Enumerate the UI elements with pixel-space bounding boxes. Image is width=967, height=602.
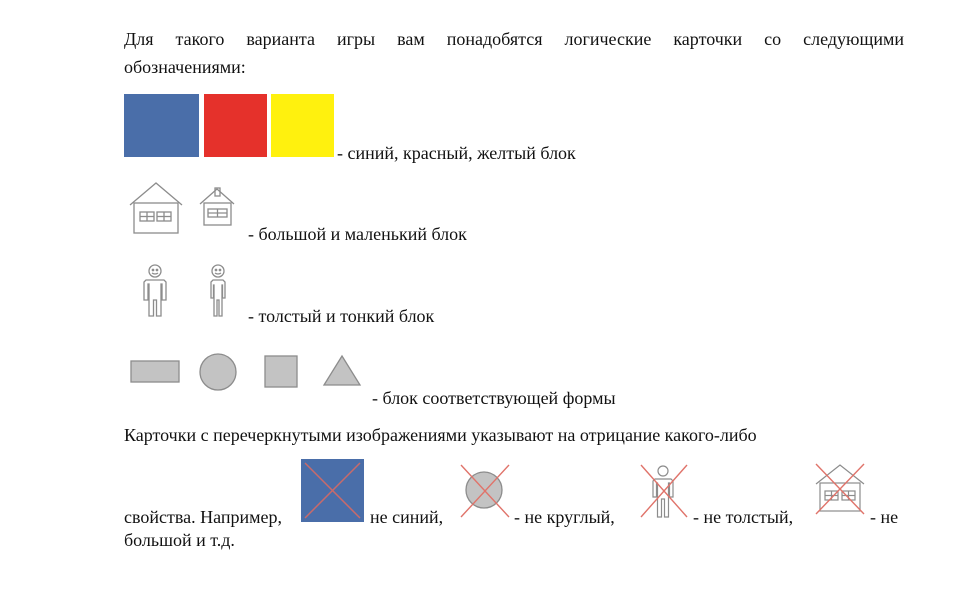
example-not-blue: не синий, [370, 507, 444, 527]
blue-swatch [124, 94, 199, 157]
size-caption: - большой и маленький блок [248, 224, 467, 244]
intro-line-1: Для такого варианта игры вам понадобятся логические карточки со следующими [124, 29, 904, 49]
intro-line-2: обозначениями: [124, 57, 246, 77]
example-prefix: свойства. Например, [124, 507, 283, 527]
crossed-house-icon [812, 462, 868, 518]
cross-mark-blue [301, 459, 364, 522]
example-not-big: - не [870, 507, 899, 527]
crossed-circle-icon [458, 462, 512, 520]
square-icon [265, 356, 297, 387]
house-icons [124, 180, 244, 240]
colors-caption: - синий, красный, желтый блок [337, 143, 576, 163]
thin-person-icon [211, 265, 225, 316]
big-house-icon [130, 183, 182, 233]
person-icons [124, 260, 244, 324]
triangle-icon [324, 356, 360, 385]
example-not-round: - не круглый, [514, 507, 615, 527]
negation-line-1: Карточки с перечеркнутыми изображениями указывают на отрицание какого-либо [124, 425, 757, 445]
rectangle-icon [131, 361, 179, 382]
thick-person-icon [144, 265, 166, 316]
crossed-person-icon [637, 462, 691, 520]
example-not-thick: - не толстый, [693, 507, 794, 527]
negation-line-end: большой и т.д. [124, 530, 235, 550]
yellow-swatch [271, 94, 334, 157]
shape-icons [124, 345, 374, 395]
thickness-caption: - толстый и тонкий блок [248, 306, 435, 326]
shapes-caption: - блок соответствующей формы [372, 388, 616, 408]
circle-icon [200, 354, 236, 390]
red-swatch [204, 94, 267, 157]
small-house-icon [200, 188, 234, 225]
